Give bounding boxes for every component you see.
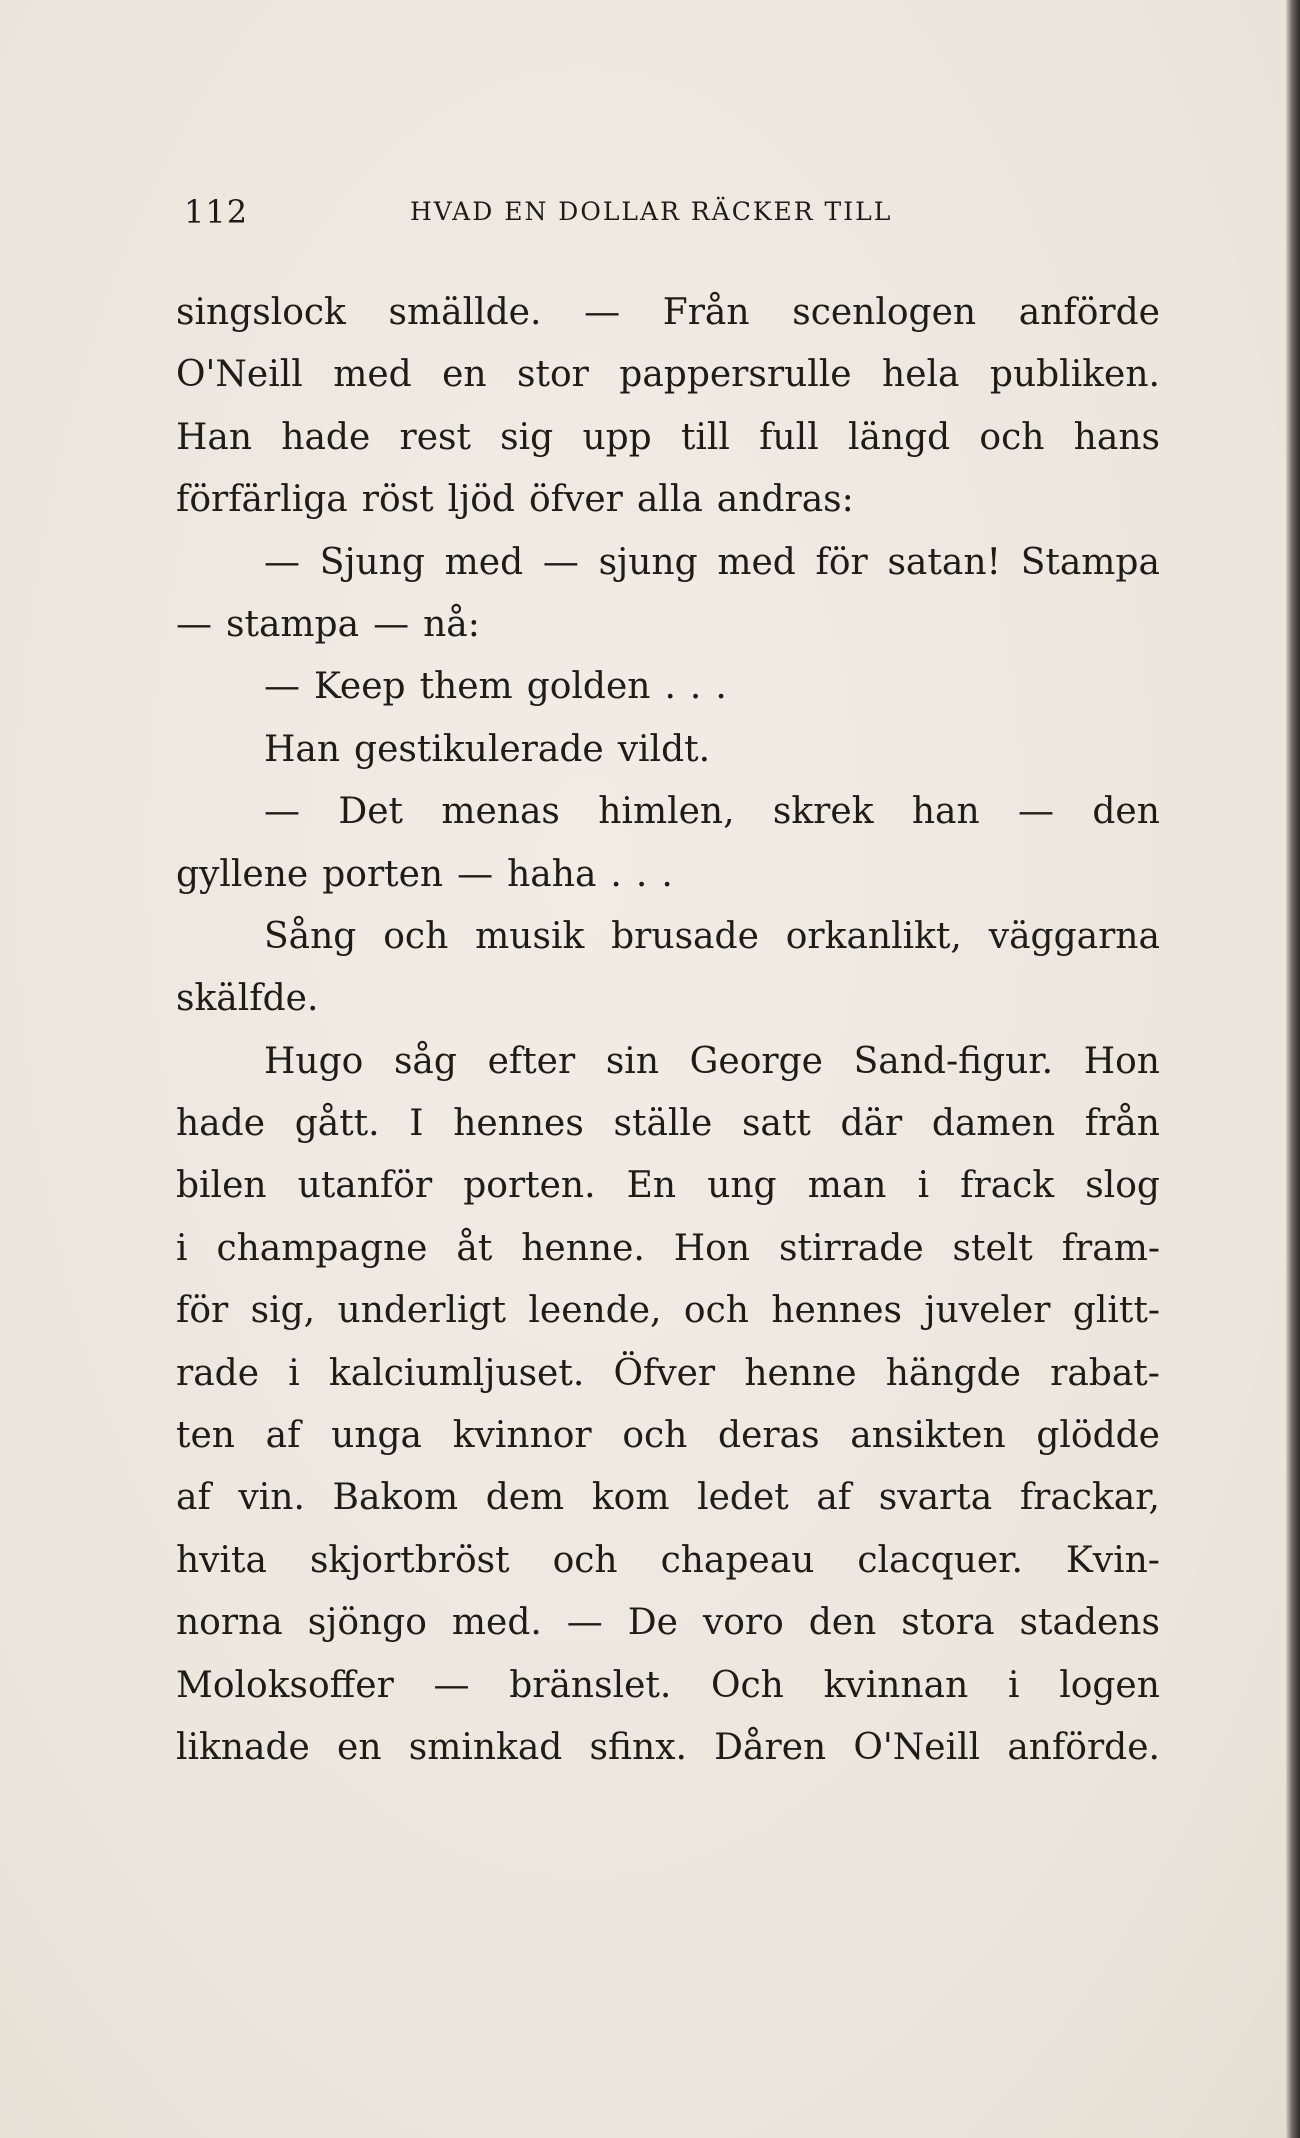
text-line: Hugo såg efter sin George Sand-figur. Hon — [264, 1040, 1160, 1082]
text-line: liknade en sminkad sfinx. Dåren O'Neill anförde. — [176, 1726, 1160, 1768]
text-line: — stampa — nå: — [176, 603, 480, 645]
text-line: norna sjöngo med. — De voro den stora stadens — [176, 1602, 1160, 1644]
text-line: för sig, underligt leende, och hennes juveler glitt- — [176, 1290, 1160, 1332]
text-line: hade gått. I hennes ställe satt där damen från — [176, 1103, 1160, 1145]
text-line: gyllene porten — haha . . . — [176, 853, 673, 895]
text-line: Sång och musik brusade orkanlikt, väggarna — [264, 915, 1160, 957]
text-line: singslock smällde. — Från scenlogen anförde — [176, 292, 1160, 333]
running-head — [184, 190, 1154, 234]
text-line: Han gestikulerade vildt. — [264, 728, 711, 770]
text-line: af vin. Bakom dem kom ledet af svarta frackar, — [176, 1477, 1160, 1519]
running-title: HVAD EN DOLLAR RÄCKER TILL — [410, 197, 893, 226]
body-text — [176, 282, 1160, 1779]
text-line: Han hade rest sig upp till full längd och hans — [176, 416, 1160, 458]
text-line: — Sjung med — sjung med för satan! Stampa — [264, 541, 1160, 583]
text-line: ten af unga kvinnor och deras ansikten glödde — [176, 1415, 1160, 1457]
text-line: skälfde. — [176, 978, 319, 1020]
text-line: i champagne åt henne. Hon stirrade stelt fram- — [176, 1227, 1160, 1269]
text-line: O'Neill med en stor pappersrulle hela publiken. — [176, 354, 1160, 396]
text-line: — Keep them golden . . . — [264, 666, 727, 708]
text-line: Moloksoffer — bränslet. Och kvinnan i logen — [176, 1664, 1160, 1706]
page-number: 112 — [184, 193, 249, 231]
text-line: förfärliga röst ljöd öfver alla andras: — [176, 479, 854, 521]
text-line: hvita skjortbröst och chapeau clacquer. Kvin- — [176, 1539, 1160, 1581]
book-spine-edge — [1286, 0, 1300, 2138]
text-line: bilen utanför porten. En ung man i frack slog — [176, 1165, 1160, 1207]
text-line: rade i kalciumljuset. Öfver henne hängde rabat- — [176, 1352, 1160, 1394]
text-line: — Det menas himlen, skrek han — den — [264, 791, 1160, 833]
